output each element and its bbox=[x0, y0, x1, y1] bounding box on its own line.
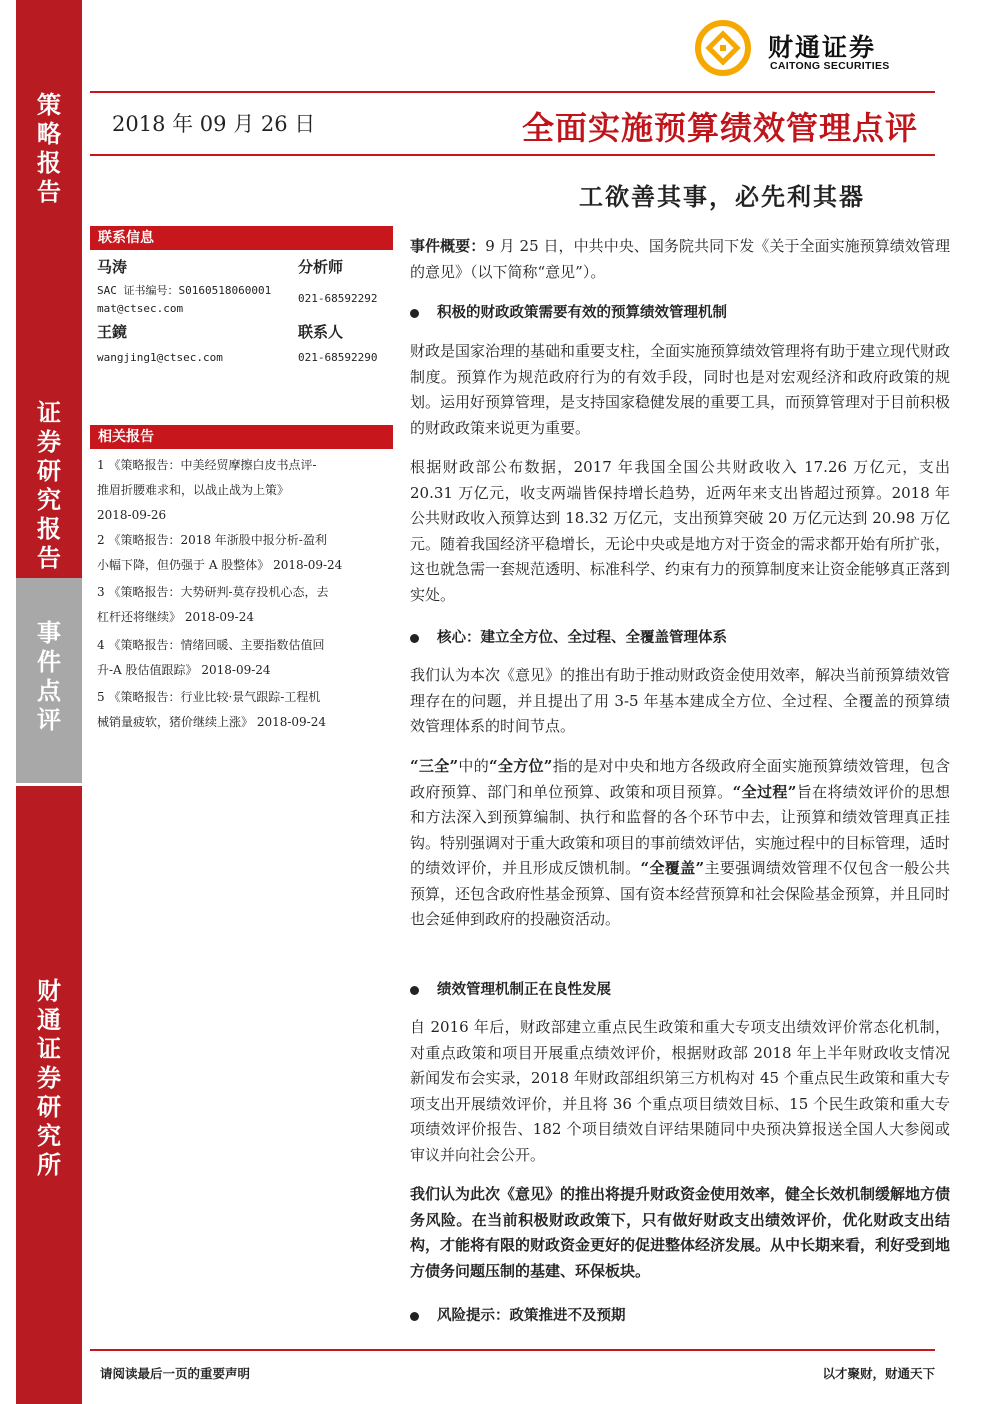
related-report-item[interactable] bbox=[97, 685, 387, 735]
related-report-line: 2018-09-26 bbox=[97, 508, 167, 522]
section-heading: 绩效管理机制正在良性发展 bbox=[437, 981, 611, 998]
report-date: 2018 年 09 月 26 日 bbox=[112, 112, 316, 136]
bullet-dot-icon bbox=[410, 1312, 419, 1321]
contact-email[interactable]: wangjing1@ctsec.com bbox=[97, 351, 223, 364]
related-report-line: 推眉折腰难求和，以战止战为上策》 bbox=[97, 483, 290, 497]
contact-name: 王鏡 bbox=[97, 323, 128, 341]
paragraph-4-text: 中的 bbox=[458, 757, 490, 775]
header-rule-top bbox=[90, 91, 935, 93]
related-report-line: 械销量疲软，猪价继续上涨》 2018-09-24 bbox=[97, 715, 327, 729]
summary-text: 9 月 25 日，中共中央、国务院共同下发《关于全面实施预算绩效管理的意见》（以下简称“意见”）。 bbox=[410, 237, 950, 281]
related-report-item[interactable] bbox=[97, 633, 387, 683]
risk-warning: 风险提示：政策推进不及预期 bbox=[437, 1307, 626, 1324]
related-report-line: 4 《策略报告：情绪回暖、主要指数估值回 bbox=[97, 638, 325, 652]
term-quanfugai: “全覆盖” bbox=[640, 859, 705, 877]
contact-role: 联系人 bbox=[298, 323, 344, 341]
related-report-line: 杠杆还将继续》 2018-09-24 bbox=[97, 610, 255, 624]
report-subtitle: 工欲善其事，必先利其器 bbox=[579, 182, 865, 211]
paragraph-4-text: 指的是对中央和地方各级政府全面实施预算绩效管理，包含政府预算、部门和单位预算、政策和项目预算。 bbox=[410, 757, 950, 801]
contact-cert: SAC 证书编号：S0160518060001 bbox=[97, 284, 272, 297]
header-rule-bottom bbox=[90, 154, 935, 156]
related-report-item[interactable] bbox=[97, 580, 387, 630]
term-sanquan: “三全” bbox=[410, 757, 459, 775]
related-report-line: 小幅下降，但仍强于 A 股整体》 2018-09-24 bbox=[97, 558, 343, 572]
report-title: 全面实施预算绩效管理点评 bbox=[521, 109, 918, 147]
bullet-dot-icon bbox=[410, 309, 419, 318]
section-bullet-2 bbox=[410, 626, 727, 647]
side-strip-event bbox=[16, 578, 82, 783]
bullet-dot-icon bbox=[410, 986, 419, 995]
footer-disclaimer-note: 请阅读最后一页的重要声明 bbox=[100, 1366, 251, 1381]
related-heading: 相关报告 bbox=[90, 425, 393, 449]
section-bullet-3 bbox=[410, 978, 611, 999]
side-strip-research bbox=[16, 388, 82, 578]
contact-phone: 021-68592290 bbox=[298, 351, 378, 364]
related-report-line: 3 《策略报告：大势研判-莫存投机心态，去 bbox=[97, 585, 329, 599]
term-quanfangwei: “全方位” bbox=[489, 757, 553, 775]
side-strip-text: 策略报告 bbox=[37, 90, 61, 206]
related-report-item[interactable] bbox=[97, 528, 387, 578]
side-strip-institute bbox=[16, 786, 82, 1404]
paragraph-4-text: 主要强调绩效管理不仅包含一般公共预算，还包含政府性基金预算、国有资本经营预算和社会保险基金预算，并且同时也会延伸到政府的投融资活动。 bbox=[410, 859, 951, 928]
contact-name: 马涛 bbox=[97, 258, 128, 276]
paragraph-5: 自 2016 年后，财政部建立重点民生政策和重大专项支出绩效评价常态化机制，对重点政策和项目开展重点绩效评价，根据财政部 2018 年上半年财政收支情况新闻发布会实录，2018 年财政部组织第三方机构对 45 个重点民生政策和重大专项支出开展绩效评价，并且将 36 个重点项目绩效目标、15 个民生政策和重大专项绩效评价报告、182 个项目绩效自评结果随同中央预决算报送全国人大参阅或审议并向社会公开。 bbox=[410, 1018, 950, 1164]
logo-text-cn: 财通证券 bbox=[768, 33, 877, 62]
paragraph-3: 我们认为本次《意见》的推出有助于推动财政资金使用效率，解决当前预算绩效管理存在的问题，并且提出了用 3-5 年基本建成全方位、全过程、全覆盖的预算绩效管理体系的时间节点。 bbox=[410, 666, 951, 735]
section-bullet-1 bbox=[410, 301, 727, 322]
side-strip-strategy bbox=[16, 0, 82, 388]
summary-label: 事件概要： bbox=[410, 237, 486, 255]
contact-heading: 联系信息 bbox=[90, 226, 393, 250]
related-report-line: 2 《策略报告：2018 年浙股中报分析-盈利 bbox=[97, 533, 327, 547]
caitong-logo-icon bbox=[695, 20, 751, 76]
related-report-line: 升-A 股估值跟踪》 2018-09-24 bbox=[97, 663, 271, 677]
side-strip-text: 证券研究报告 bbox=[37, 398, 61, 572]
bullet-dot-icon bbox=[410, 634, 419, 643]
paragraph-4-text: 旨在将绩效评价的思想和方法深入到预算编制、执行和监督的各个环节中去，让预算和绩效管理真正挂钩。特别强调对于重大政策和项目的事前绩效评估，实施过程中的目标管理，适时的绩效评价，并且形成反馈机制。 bbox=[410, 782, 951, 877]
paragraph-2: 根据财政部公布数据，2017 年我国全国公共财政收入 17.26 万亿元，支出 20.31 万亿元，收支两端皆保持增长趋势，近两年来支出皆超过预算。2018 年公共财政收入预算达到 18.32 万亿元，支出预算突破 20 万亿元达到 20.98 万亿元。随着我国经济平稳增长，无论中央或是地方对于资金的需求都开始有所扩张，这也就急需一套规范透明、标准科学、约束有力的预算制度来让资金能够真正落到实处。 bbox=[410, 458, 951, 604]
related-report-item[interactable] bbox=[97, 453, 387, 528]
footer-rule bbox=[90, 1349, 935, 1351]
related-report-line: 5 《策略报告：行业比较·景气跟踪-工程机 bbox=[97, 690, 321, 704]
related-report-line: 1 《策略报告：中美经贸摩擦白皮书点评- bbox=[97, 458, 317, 472]
risk-bullet bbox=[410, 1304, 626, 1325]
paragraph-conclusion: 我们认为此次《意见》的推出将提升财政资金使用效率，健全长效机制缓解地方债务风险。在当前积极财政政策下，只有做好财政支出绩效评价，优化财政支出结构，才能将有限的财政资金更好的促进整体经济发展。从中长期来看，利好受到地方债务问题压制的基建、环保板块。 bbox=[410, 1185, 951, 1280]
section-heading: 积极的财政政策需要有效的预算绩效管理机制 bbox=[437, 304, 727, 321]
section-heading: 核心：建立全方位、全过程、全覆盖管理体系 bbox=[437, 629, 727, 646]
term-quanguocheng: “全过程” bbox=[732, 782, 797, 801]
side-strip-text: 事件点评 bbox=[37, 618, 61, 734]
contact-email[interactable]: mat@ctsec.com bbox=[97, 302, 184, 315]
paragraph-4 bbox=[410, 754, 950, 933]
contact-phone: 021-68592292 bbox=[298, 292, 378, 305]
contact-role: 分析师 bbox=[298, 258, 344, 276]
event-summary bbox=[410, 234, 950, 285]
paragraph-1: 财政是国家治理的基础和重要支柱，全面实施预算绩效管理将有助于建立现代财政制度。预算作为规范政府行为的有效手段，同时也是对宏观经济和政府政策的规划。运用好预算管理，是支持国家稳健发展的重要工具，而预算管理对于目前积极的财政政策来说更为重要。 bbox=[410, 342, 951, 437]
footer-slogan: 以才聚财，财通天下 bbox=[822, 1366, 935, 1381]
logo-text-en: CAITONG SECURITIES bbox=[770, 60, 890, 72]
side-strip-text: 财通证券研究所 bbox=[37, 976, 61, 1179]
